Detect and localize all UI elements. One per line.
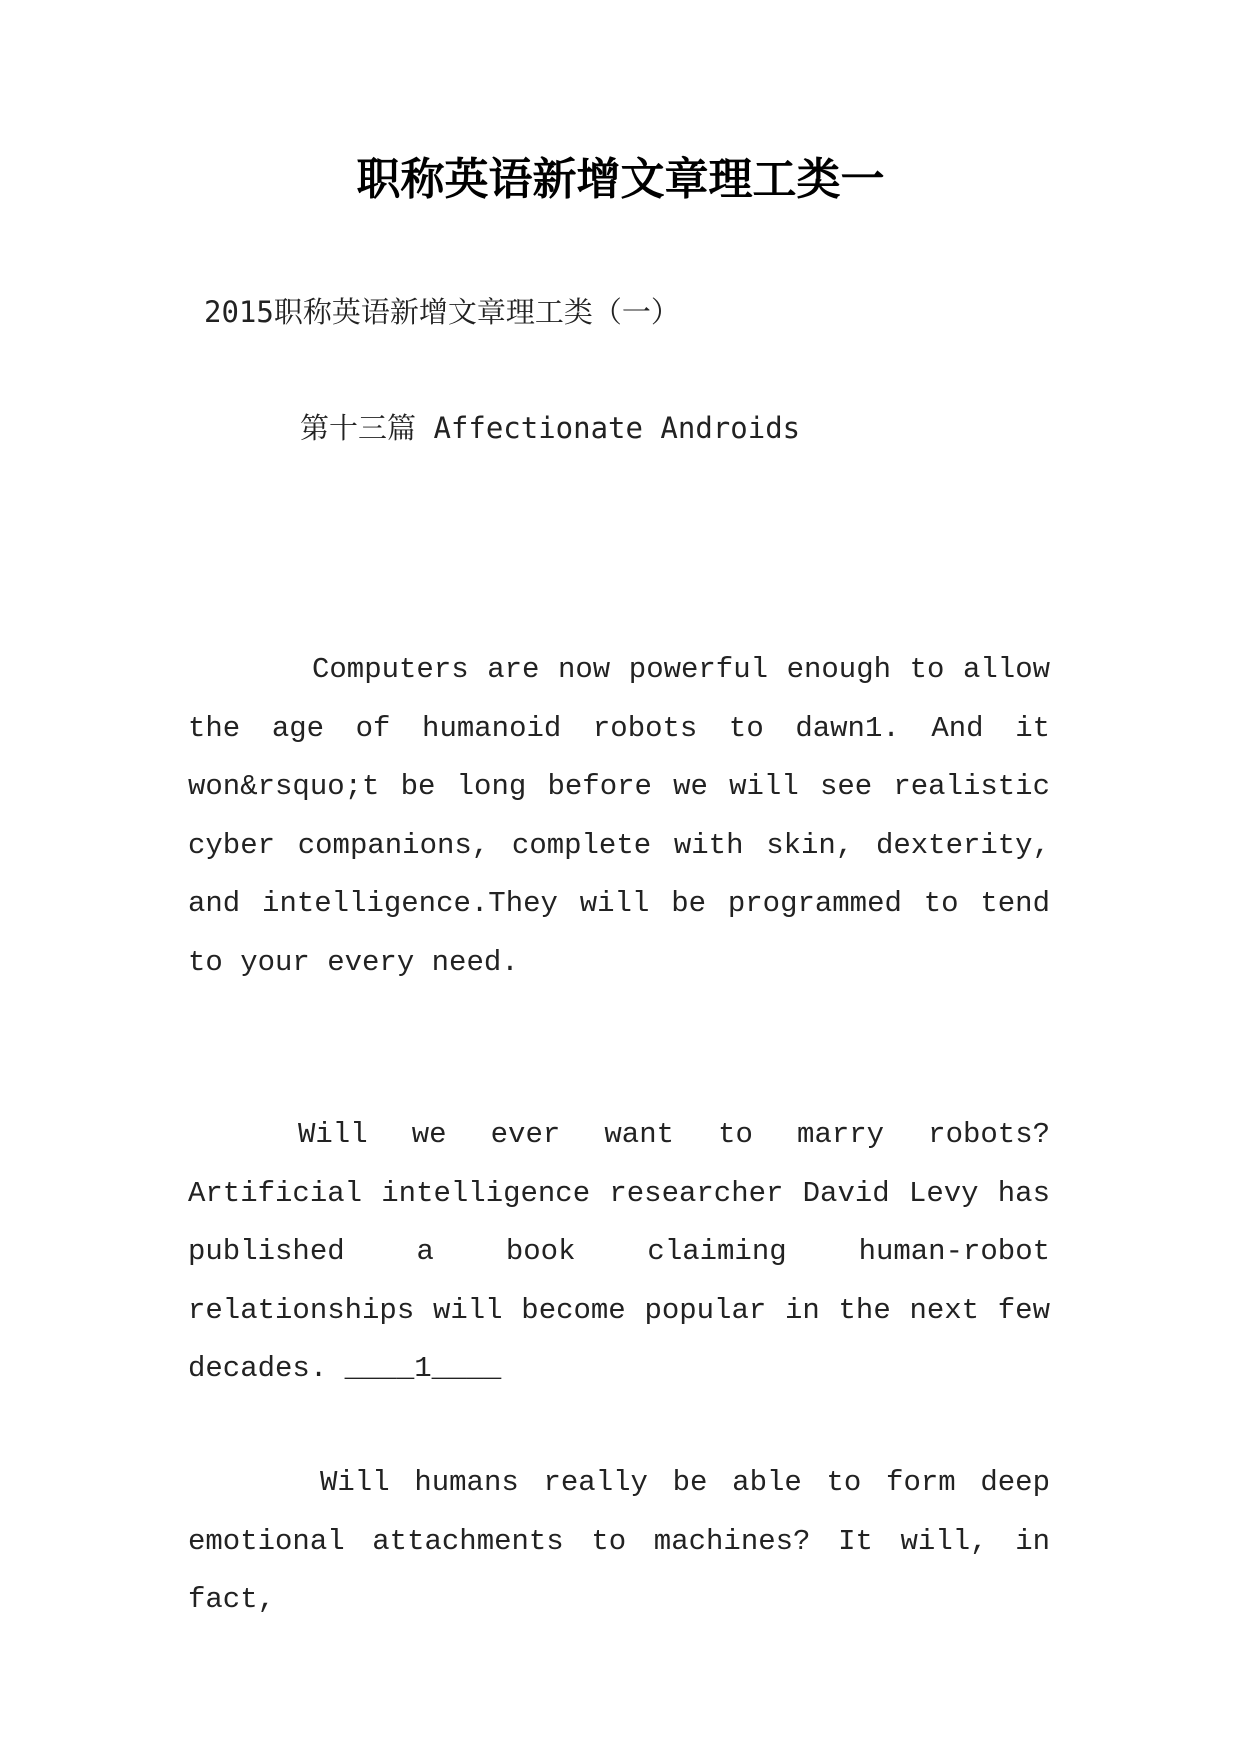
document-title: 职称英语新增文章理工类一: [356, 154, 885, 205]
section-heading: 第十三篇 Affectionate Androids: [300, 411, 801, 445]
body-paragraph: Will humans really be able to form deep emotional attachments to machines? It will, in fact,: [188, 1466, 1050, 1616]
body-paragraph: Will we ever want to marry robots? Artificial intelligence researcher David Levy has published a book claiming human-robot relationships will become popular in the next few decades. ____1____: [188, 1118, 1050, 1385]
body-paragraph: Computers are now powerful enough to allow the age of humanoid robots to dawn1. And it won&rsquo;t be long before we will see realistic cyber companions, complete with skin, dexterity, and intelligence.They will be programmed to tend to your every need.: [188, 653, 1050, 979]
document-subtitle: 2015职称英语新增文章理工类（一）: [204, 295, 680, 329]
